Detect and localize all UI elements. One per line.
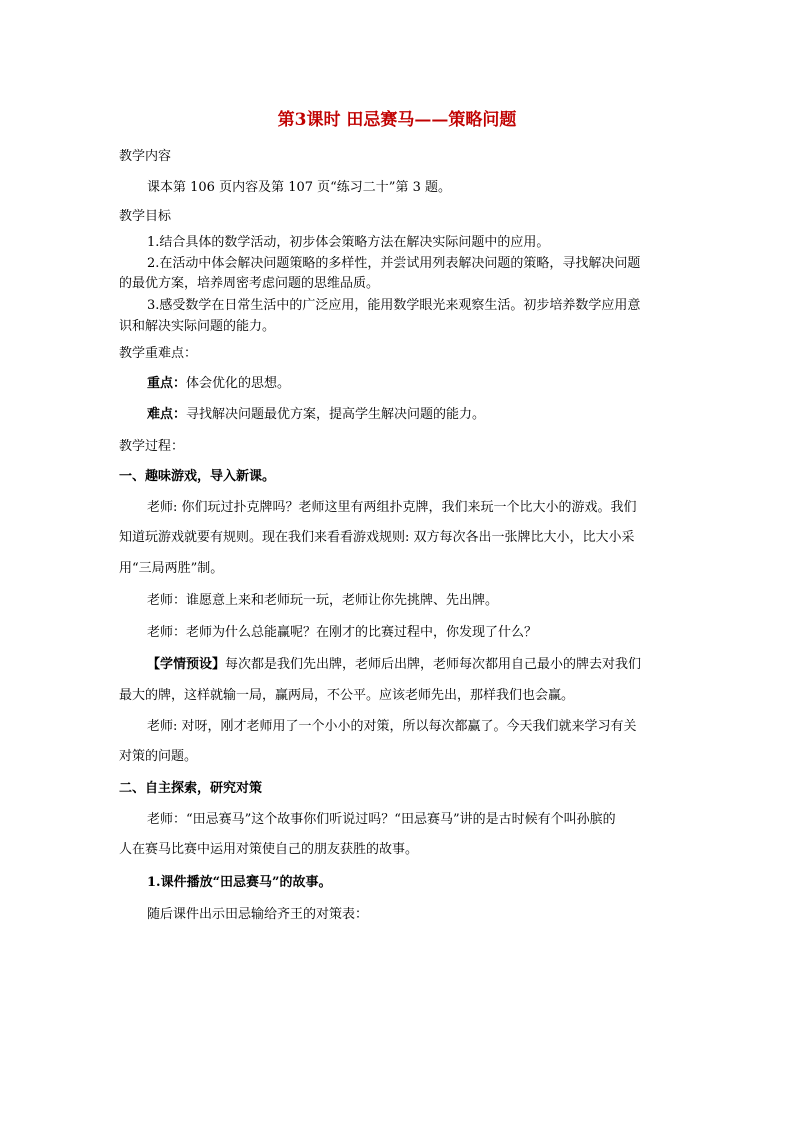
goal-2-line-2: 的最优方案，培养周密考虑问题的思维品质。 (119, 276, 380, 291)
difficult-point-text: 寻找解决问题最优方案，提高学生解决问题的能力。 (186, 407, 486, 422)
section-heading-goals: 教学目标 (119, 209, 172, 224)
paragraph-6-line-2: 人在赛马比赛中运用对策使自己的朋友获胜的故事。 (119, 842, 419, 857)
part-1-heading: 一、趣味游戏，导入新课。 (119, 469, 276, 484)
key-point (147, 374, 679, 394)
goal-2-line-1: 2.在活动中体会解决问题策略的多样性，并尝试用列表解决问题的策略，寻找解决问题 (147, 256, 641, 271)
paragraph-4-text: 每次都是我们先出牌，老师后出牌，老师每次都用自己最小的牌去对我们 (225, 657, 642, 672)
goal-3-line-2: 识和解决实际问题的能力。 (119, 319, 276, 334)
paragraph-4-line-1 (147, 655, 679, 675)
content-text: 课本第 106 页内容及第 107 页“练习二十”第 3 题。 (147, 180, 451, 195)
learning-preview-label: 【学情预设】 (147, 657, 226, 672)
paragraph-1-line-2: 知道玩游戏就要有规则。现在我们来看看游戏规则: 双方每次各出一张牌比大小，比大小采 (119, 530, 635, 545)
section-heading-process: 教学过程： (119, 439, 185, 454)
key-point-text: 体会优化的思想。 (186, 376, 291, 391)
part-2-heading: 二、自主探索，研究对策 (119, 781, 263, 796)
paragraph-4-line-2: 最大的牌，这样就输一局，赢两局，不公平。应该老师先出，那样我们也会赢。 (119, 688, 575, 703)
paragraph-6-line-1: 老师：“田忌赛马”这个故事你们听说过吗？“田忌赛马”讲的是古时候有个叫孙膑的 (147, 812, 616, 827)
paragraph-5-line-1: 老师: 对呀，刚才老师用了一个小小的对策，所以每次都赢了。今天我们就来学习有关 (147, 719, 637, 734)
step-1: 1.课件播放“田忌赛马”的故事。 (147, 875, 332, 890)
paragraph-7: 随后课件出示田忌输给齐王的对策表： (147, 907, 369, 922)
key-point-label: 重点： (147, 376, 187, 391)
goal-3-line-1: 3.感受数学在日常生活中的广泛应用，能用数学眼光来观察生活。初步培养数学应用意 (147, 298, 641, 313)
section-heading-key: 教学重难点： (119, 346, 198, 361)
paragraph-3: 老师：老师为什么总能赢呢？在刚才的比赛过程中，你发现了什么？ (147, 625, 538, 640)
goal-1: 1.结合具体的数学活动，初步体会策略方法在解决实际问题中的应用。 (147, 235, 550, 250)
paragraph-5-line-2: 对策的问题。 (119, 749, 198, 764)
difficult-point-label: 难点： (147, 407, 187, 422)
page-title: 第3课时 田忌赛马——策略问题 (277, 110, 517, 130)
paragraph-1-line-1: 老师: 你们玩过扑克牌吗？老师这里有两组扑克牌，我们来玩一个比大小的游戏。我们 (147, 500, 637, 515)
paragraph-1-line-3: 用“三局两胜”制。 (119, 561, 224, 576)
paragraph-2: 老师：谁愿意上来和老师玩一玩，老师让你先挑牌、先出牌。 (147, 593, 499, 608)
section-heading-content: 教学内容 (119, 149, 172, 164)
difficult-point (147, 405, 679, 425)
